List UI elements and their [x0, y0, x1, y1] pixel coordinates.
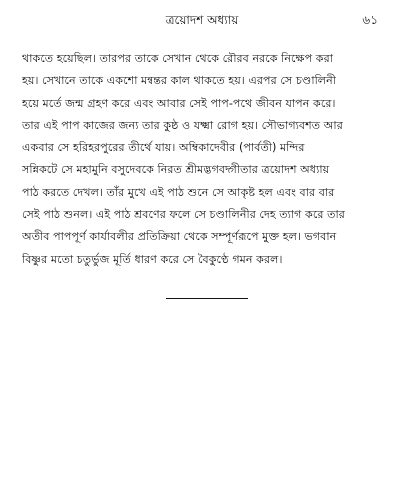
text-line: অতীব পাপপূর্ণ কার্যাবলীর প্রতিক্রিয়া থেকে সম্পূর্ণরূপে মুক্ত হল। ভগবান: [22, 230, 337, 244]
page-header: [0, 12, 404, 32]
section-divider: [166, 298, 248, 299]
text-line: হয়ে মর্তে জন্ম গ্রহণ করে এবং আবার সেই পাপ-পথে জীবন যাপন করে।: [22, 96, 336, 110]
text-line: তার এই পাপ কাজের জন্য তার কুষ্ঠ ও যক্ষ্মা রোগ হয়। সৌভাগ্যবশত আর: [22, 118, 343, 132]
text-line: হয়। সেখানে তাকে একশো মন্বন্তর কাল থাকতে হয়। এরপর সে চণ্ডালিনী: [22, 74, 336, 88]
text-line: সেই পাঠ শুনল। এই পাঠ শ্রবণের ফলে সে চণ্ডালিনীর দেহ ত্যাগ করে তার: [22, 208, 345, 222]
text-line: বিষ্ণুর মতো চতুর্ভুজ মূর্তি ধারণ করে সে বৈকুণ্ঠে গমন করল।: [22, 252, 283, 266]
page-number: ৬১: [362, 13, 378, 27]
text-line: পাঠ করতে দেখল। তাঁর মুখে এই পাঠ শুনে সে আকৃষ্ট হল এবং বার বার: [22, 185, 335, 199]
text-line: থাকতে হয়েছিল। তারপর তাকে সেখান থেকে রৌরব নরকে নিক্ষেপ করা: [22, 52, 333, 65]
body-paragraph: [22, 48, 386, 271]
chapter-title: ত্রয়োদশ অধ্যায়: [165, 13, 239, 27]
text-line: একবার সে হরিহরপুরের তীর্থে যায়। অম্বিকাদেবীর (পার্বতী) মন্দির: [22, 141, 305, 155]
text-line: সন্নিকটে সে মহামুনি বসুদেবকে নিরত শ্রীমদ্ভগবদ্গীতার ত্রয়োদশ অধ্যায়: [22, 163, 330, 177]
